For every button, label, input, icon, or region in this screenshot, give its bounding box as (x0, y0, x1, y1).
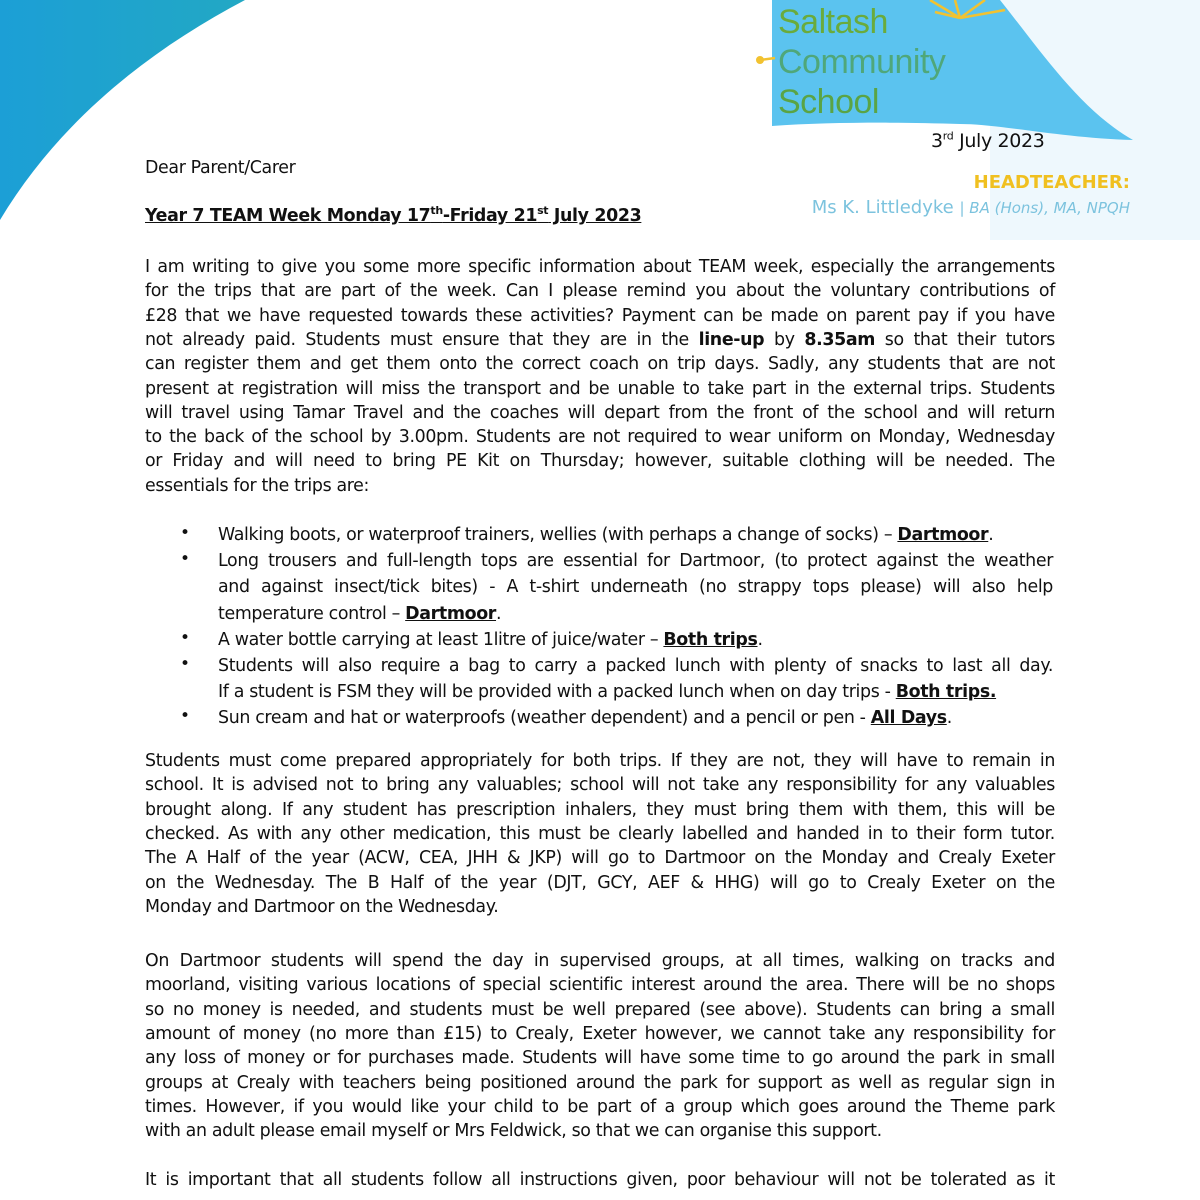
emphasis-text: Both trips (663, 629, 758, 650)
text-line (145, 1168, 1055, 1192)
text-segment: school. It is advised not to bring any valuables; school will not take any responsibility for any valuables (145, 775, 1055, 796)
text-segment: Sun cream and hat or waterproofs (weather dependent) and a pencil or pen - (218, 708, 871, 729)
text-line (145, 773, 1055, 797)
text-line (145, 798, 1055, 822)
text-segment: temperature control – (218, 603, 406, 624)
corner-swoosh (0, 0, 245, 220)
text-segment: can register them and get them onto the correct coach on trip days. Sadly, any students that are not (145, 354, 1055, 375)
text-line (145, 895, 1055, 919)
bullet-icon: • (180, 627, 190, 648)
text-line (145, 449, 1055, 473)
headteacher-label: HEADTEACHER: (973, 172, 1130, 193)
text-segment: essentials for the trips are: (145, 475, 370, 496)
text-line (218, 575, 1053, 599)
text-segment: Walking boots, or waterproof trainers, wellies (with perhaps a change of socks) – (218, 525, 898, 545)
emphasis-text: line-up (698, 329, 765, 350)
text-segment: . (496, 603, 502, 624)
text-line (145, 749, 1055, 773)
bullet-icon: • (180, 523, 190, 543)
text-segment: so no money is needed, and students must be well prepared (see above). Students can bring a small (145, 999, 1055, 1020)
text-segment: If a student is FSM they will be provided with a packed lunch when on day trips - (218, 682, 896, 703)
text-segment: groups at Crealy with teachers being positioned around the park for support as well as regular sign in (145, 1072, 1055, 1093)
text-line (218, 549, 1053, 573)
text-line (145, 328, 1055, 352)
text-line (145, 1022, 1055, 1046)
text-segment: Long trousers and full-length tops are essential for Dartmoor, (to protect against the weather (218, 551, 1053, 572)
text-segment: It is important that all students follow all instructions given, poor behaviour will not be tolerated as it (145, 1170, 1055, 1190)
text-line (218, 654, 1053, 678)
text-line (145, 1046, 1055, 1070)
text-segment: Students will also require a bag to carry a packed lunch with plenty of snacks to last all day. (218, 656, 1053, 676)
text-line (218, 523, 1053, 547)
text-line (145, 1071, 1055, 1095)
text-segment: Students must come prepared appropriately for both trips. If they are not, they will have to remain in (145, 751, 1055, 771)
text-line (218, 602, 1053, 626)
text-line (145, 1095, 1055, 1119)
text-line (218, 680, 1053, 704)
bullet-icon: • (180, 549, 190, 570)
text-segment: so that their tutors (875, 329, 1056, 350)
text-line (145, 304, 1055, 328)
emphasis-text: Both trips. (895, 682, 997, 703)
text-segment: brought along. If any student has prescription inhalers, they must bring them with them, this will be (145, 799, 1055, 820)
headteacher-name: Ms K. Littledyke | BA (Hons), MA, NPQH (811, 197, 1130, 218)
text-segment: to the back of the school by 3.00pm. Students are not required to wear uniform on Monday, Wednesday (145, 427, 1055, 448)
text-segment: present at registration will miss the transport and be unable to take part in the external trips. Students (145, 378, 1055, 399)
text-segment: I am writing to give you some more specific information about TEAM week, especially the arrangements (145, 257, 1055, 277)
text-segment: The A Half of the year (ACW, CEA, JHH & JKP) will go to Dartmoor on the Monday and Crealy Exeter (145, 848, 1055, 869)
emphasis-text: Dartmoor (405, 603, 497, 624)
text-segment: not already paid. Students must ensure that they are in the (145, 329, 699, 350)
emphasis-text: Dartmoor (897, 525, 989, 545)
text-line (145, 998, 1055, 1022)
text-segment: . (946, 708, 952, 729)
text-line (145, 401, 1055, 425)
text-line (218, 706, 1053, 730)
text-segment: £28 that we have requested towards these activities? Payment can be made on parent pay if you have (145, 305, 1055, 326)
emphasis-text: All Days (870, 708, 947, 729)
text-segment: will travel using Tamar Travel and the coaches will depart from the front of the school and will return (145, 402, 1055, 423)
text-line (145, 255, 1055, 279)
text-line (145, 871, 1055, 895)
letter-date: 3rd July 2023 (931, 129, 1045, 152)
text-segment: times. However, if you would like your child to be part of a group which goes around the Theme park (145, 1096, 1055, 1117)
text-segment: A water bottle carrying at least 1litre of juice/water – (218, 629, 664, 650)
text-segment: Monday and Dartmoor on the Wednesday. (145, 896, 499, 917)
text-segment: checked. As with any other medication, this must be clearly labelled and handed in to their form tutor. (145, 823, 1055, 844)
text-segment: with an adult please email myself or Mrs Feldwick, so that we can organise this support. (145, 1121, 882, 1142)
school-logo: Saltash Community School (778, 3, 946, 121)
letter-title: Year 7 TEAM Week Monday 17th-Friday 21st July 2023 (145, 204, 642, 226)
text-line (145, 425, 1055, 449)
text-line (145, 377, 1055, 401)
salutation: Dear Parent/Carer (145, 158, 296, 178)
text-segment: for the trips that are part of the week. Can I please remind you about the voluntary contributions of (145, 281, 1055, 302)
text-line (145, 846, 1055, 870)
text-line (145, 822, 1055, 846)
text-line (145, 474, 1055, 498)
text-segment: On Dartmoor students will spend the day in supervised groups, at all times, walking on tracks and (145, 951, 1055, 971)
text-line (145, 949, 1055, 973)
text-segment: moorland, visiting various locations of special scientific interest around the area. There will be no shops (145, 975, 1055, 996)
bullet-icon: • (180, 654, 190, 674)
text-segment: amount of money (no more than £15) to Crealy, Exeter however, we cannot take any responsibility for (145, 1023, 1055, 1044)
text-segment: any loss of money or for purchases made. Students will have some time to go around the park in small (145, 1048, 1055, 1069)
text-segment: . (988, 525, 994, 545)
text-segment: by (764, 329, 805, 350)
text-line (145, 973, 1055, 997)
text-segment: . (757, 629, 763, 650)
text-line (145, 1119, 1055, 1143)
text-segment: on the Wednesday. The B Half of the year (DJT, GCY, AEF & HHG) will go to Crealy Exeter on the (145, 872, 1055, 893)
text-line (145, 352, 1055, 376)
text-segment: or Friday and will need to bring PE Kit on Thursday; however, suitable clothing will be needed. The (145, 451, 1055, 472)
text-line (145, 279, 1055, 303)
emphasis-text: 8.35am (804, 329, 876, 350)
bullet-icon: • (180, 706, 190, 727)
text-line (218, 628, 1053, 652)
text-segment: and against insect/tick bites) - A t-shirt underneath (no strappy tops please) will also help (218, 577, 1053, 598)
